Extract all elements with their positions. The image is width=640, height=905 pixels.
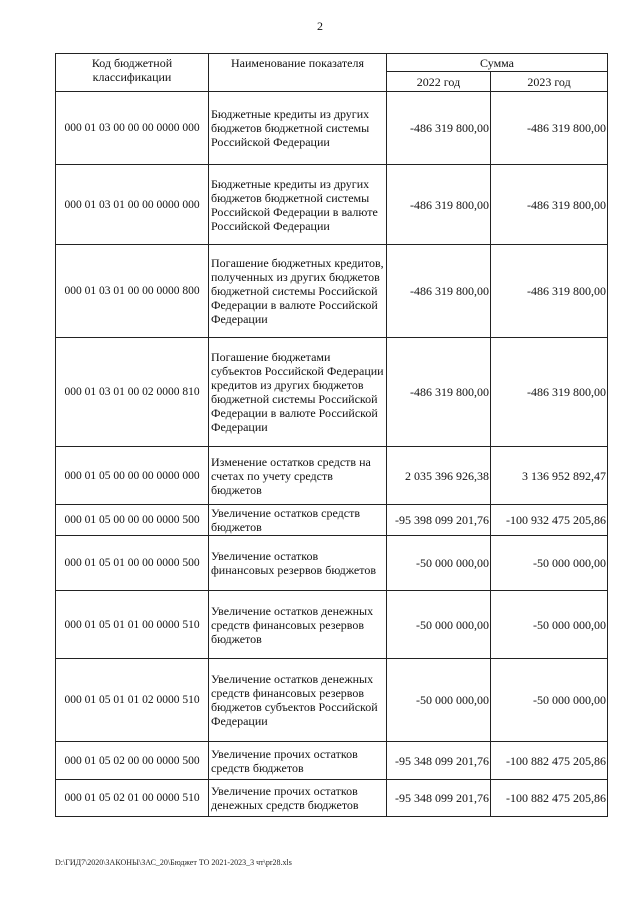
- row-amount-2023: -100 932 475 205,86: [491, 505, 608, 536]
- row-amount-2022: -50 000 000,00: [387, 591, 491, 659]
- table-row: [56, 447, 608, 505]
- row-code: 000 01 03 01 00 00 0000 800: [56, 245, 209, 338]
- row-amount-2022: -50 000 000,00: [387, 659, 491, 742]
- header-code: Код бюджетной классификации: [56, 54, 209, 92]
- header-sum: Сумма: [387, 54, 608, 72]
- row-name: Изменение остатков средств на счетах по учету средств бюджетов: [209, 447, 387, 505]
- row-code: 000 01 05 02 01 00 0000 510: [56, 780, 209, 817]
- row-name: Увеличение остатков денежных средств финансовых резервов бюджетов: [209, 591, 387, 659]
- row-name: Увеличение остатков денежных средств финансовых резервов бюджетов субъектов Российской Федерации: [209, 659, 387, 742]
- page-number: 2: [317, 19, 323, 33]
- row-amount-2023: -100 882 475 205,86: [491, 780, 608, 817]
- row-amount-2023: -486 319 800,00: [491, 245, 608, 338]
- row-amount-2023: -50 000 000,00: [491, 591, 608, 659]
- row-code: 000 01 03 01 00 00 0000 000: [56, 165, 209, 245]
- row-amount-2023: -100 882 475 205,86: [491, 742, 608, 780]
- row-code: 000 01 05 01 01 00 0000 510: [56, 591, 209, 659]
- row-amount-2022: -95 348 099 201,76: [387, 780, 491, 817]
- row-code: 000 01 03 00 00 00 0000 000: [56, 92, 209, 165]
- header-year-2023: 2023 год: [491, 72, 608, 92]
- row-name: Увеличение прочих остатков денежных средств бюджетов: [209, 780, 387, 817]
- table-row: [56, 536, 608, 591]
- row-amount-2023: -486 319 800,00: [491, 92, 608, 165]
- table-row: [56, 780, 608, 817]
- row-amount-2022: -486 319 800,00: [387, 165, 491, 245]
- row-name: Погашение бюджетами субъектов Российской Федерации кредитов из других бюджетов бюджетной системы Российской Федерации в валюте Российской Федерации: [209, 338, 387, 447]
- row-code: 000 01 05 02 00 00 0000 500: [56, 742, 209, 780]
- row-code: 000 01 05 00 00 00 0000 000: [56, 447, 209, 505]
- table-row: [56, 505, 608, 536]
- row-amount-2023: 3 136 952 892,47: [491, 447, 608, 505]
- row-amount-2023: -50 000 000,00: [491, 659, 608, 742]
- table-row: [56, 742, 608, 780]
- table-row: [56, 92, 608, 165]
- row-code: 000 01 05 01 01 02 0000 510: [56, 659, 209, 742]
- table-row: [56, 245, 608, 338]
- row-name: Погашение бюджетных кредитов, полученных из других бюджетов бюджетной системы Российской Федерации в валюте Российской Федерации: [209, 245, 387, 338]
- budget-sources-table: [55, 53, 608, 817]
- row-amount-2023: -486 319 800,00: [491, 338, 608, 447]
- table-row: [56, 165, 608, 245]
- header-name: Наименование показателя: [209, 54, 387, 92]
- row-amount-2022: -95 348 099 201,76: [387, 742, 491, 780]
- row-name: Увеличение прочих остатков средств бюджетов: [209, 742, 387, 780]
- row-code: 000 01 05 00 00 00 0000 500: [56, 505, 209, 536]
- table-row: [56, 338, 608, 447]
- row-amount-2022: -486 319 800,00: [387, 338, 491, 447]
- row-name: Увеличение остатков финансовых резервов бюджетов: [209, 536, 387, 591]
- row-name: Бюджетные кредиты из других бюджетов бюджетной системы Российской Федерации в валюте Российской Федерации: [209, 165, 387, 245]
- row-amount-2022: -486 319 800,00: [387, 92, 491, 165]
- header-year-2022: 2022 год: [387, 72, 491, 92]
- row-name: Бюджетные кредиты из других бюджетов бюджетной системы Российской Федерации: [209, 92, 387, 165]
- row-amount-2023: -50 000 000,00: [491, 536, 608, 591]
- row-amount-2022: 2 035 396 926,38: [387, 447, 491, 505]
- table-row: [56, 591, 608, 659]
- row-code: 000 01 03 01 00 02 0000 810: [56, 338, 209, 447]
- row-amount-2022: -486 319 800,00: [387, 245, 491, 338]
- file-path-footer: D:\ГИД7\2020\ЗАКОНЫ\ЗАС_20\Бюджет ТО 2021-2023_3 чт\pr28.xls: [55, 858, 292, 867]
- table-row: [56, 659, 608, 742]
- row-amount-2022: -95 398 099 201,76: [387, 505, 491, 536]
- row-amount-2022: -50 000 000,00: [387, 536, 491, 591]
- row-name: Увеличение остатков средств бюджетов: [209, 505, 387, 536]
- row-code: 000 01 05 01 00 00 0000 500: [56, 536, 209, 591]
- row-amount-2023: -486 319 800,00: [491, 165, 608, 245]
